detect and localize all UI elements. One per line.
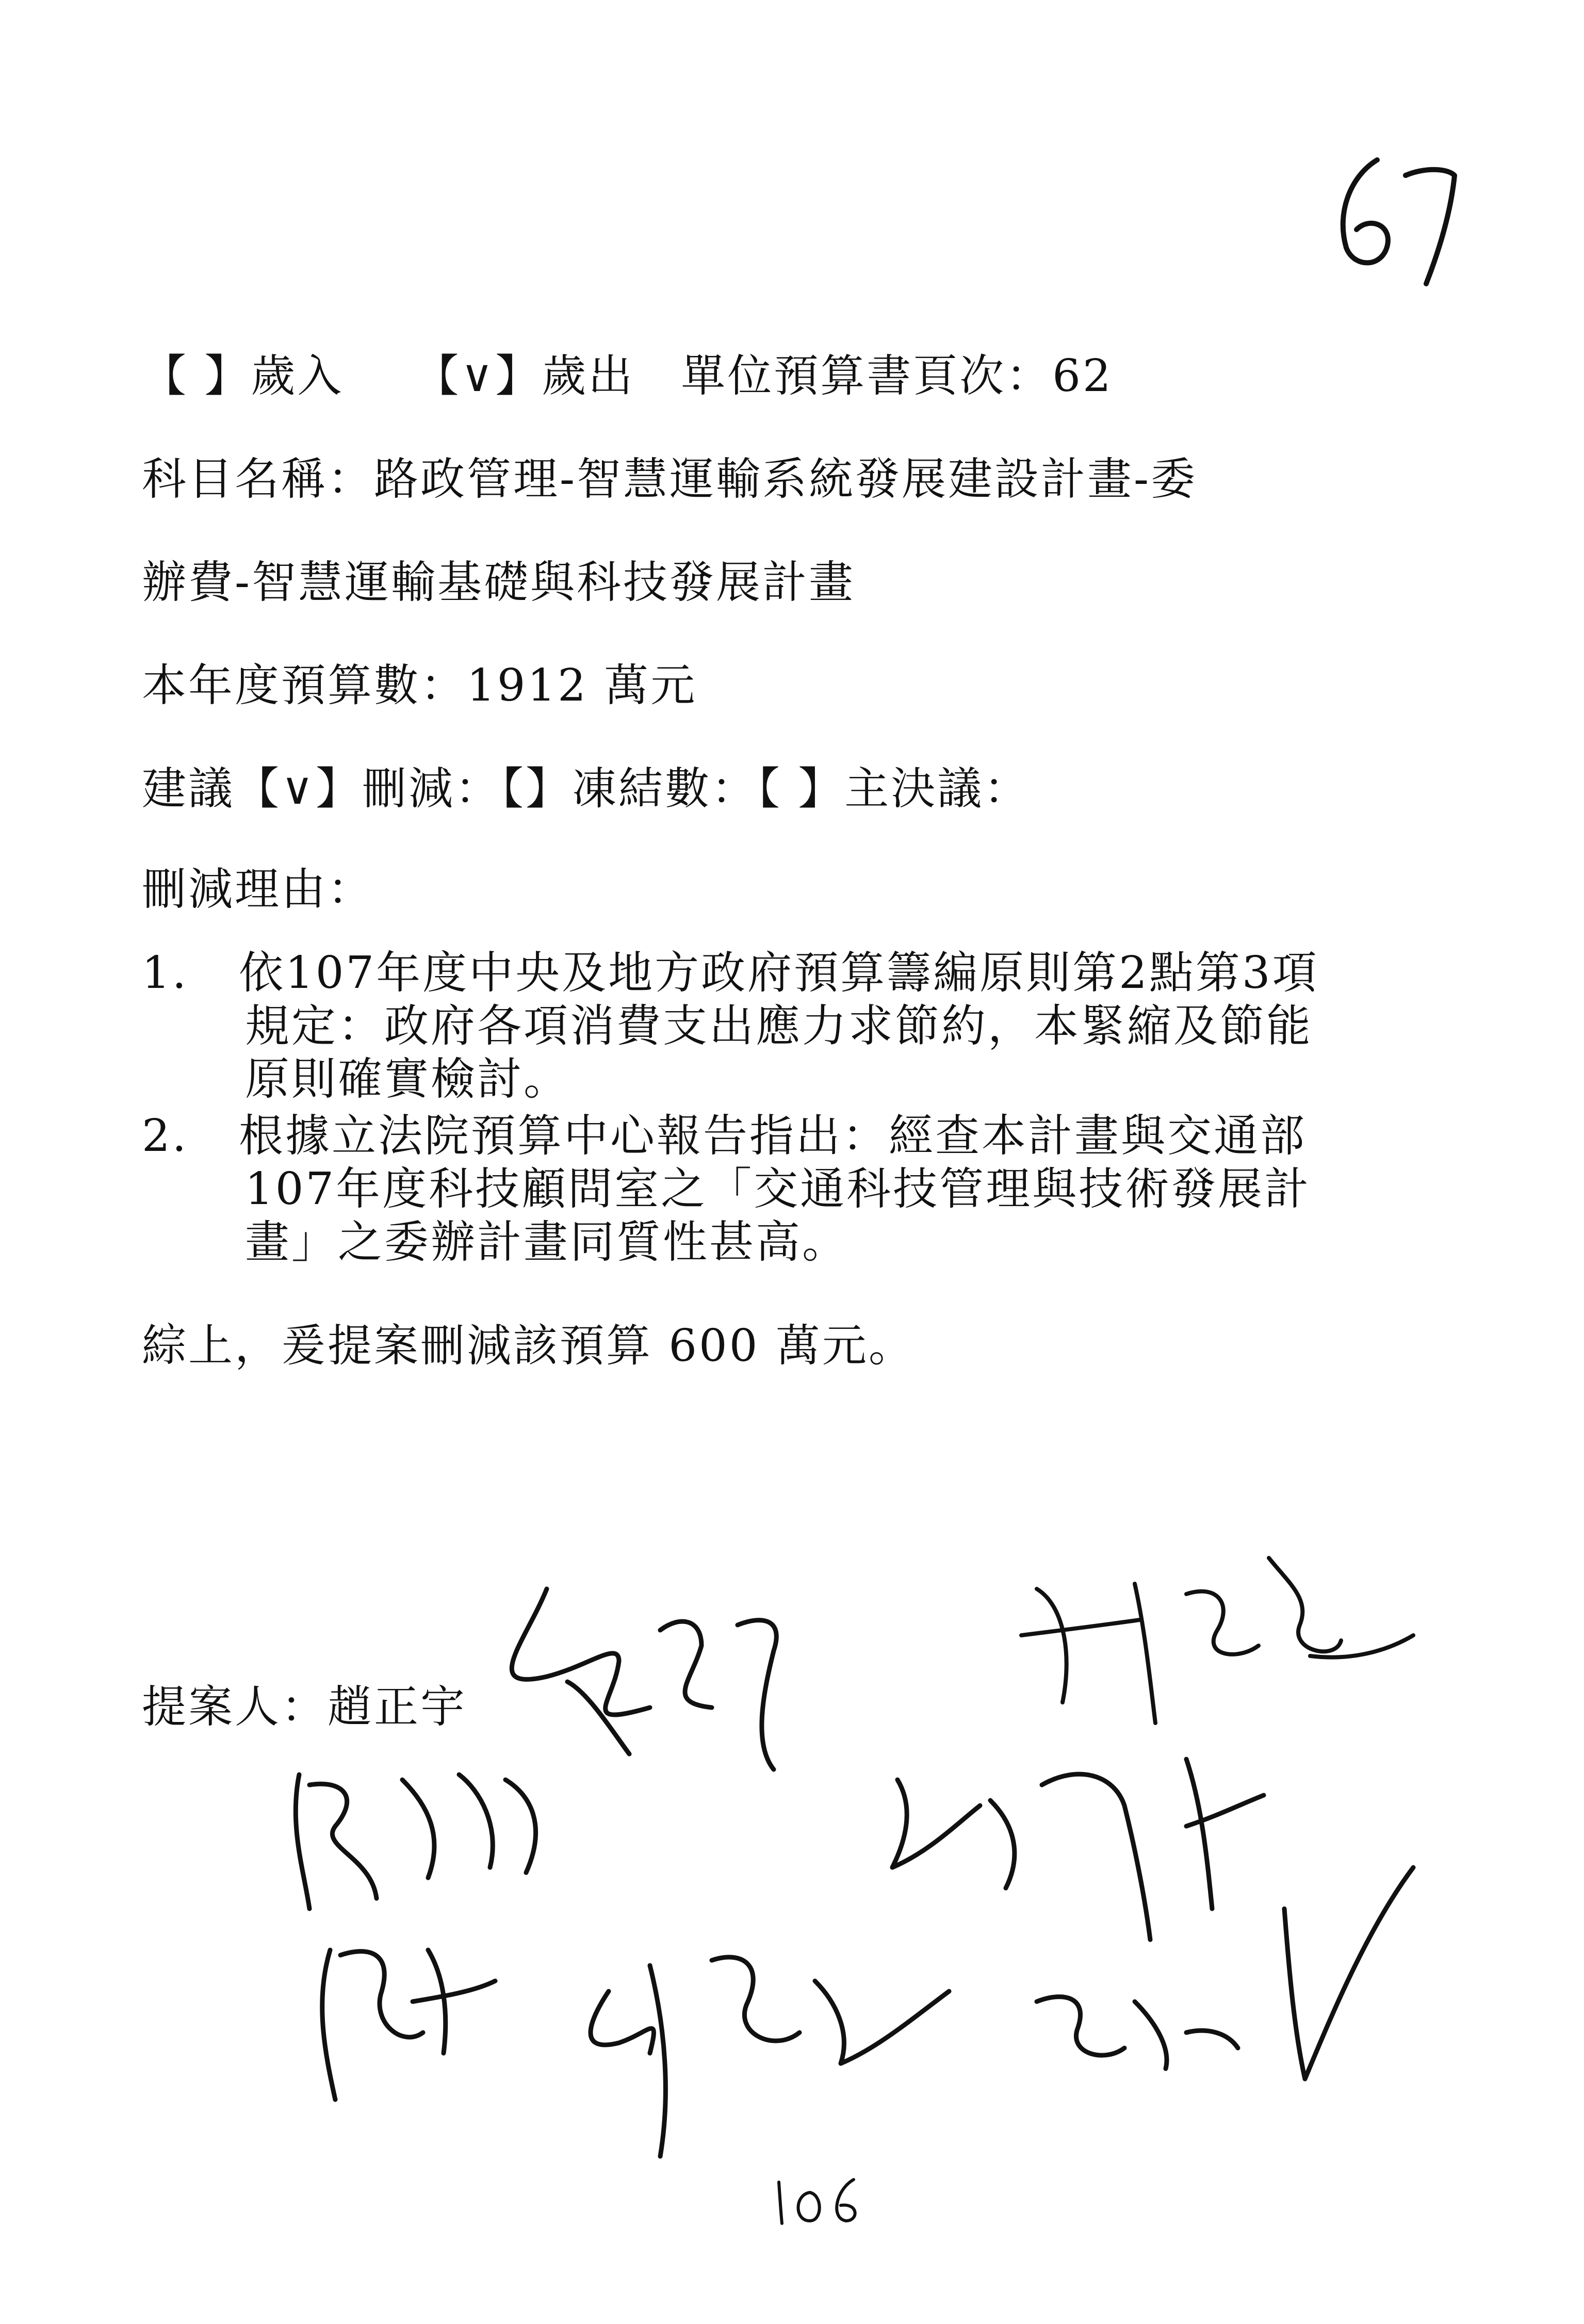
handwritten-signatures [258, 1537, 1434, 2187]
reason-list [142, 947, 1354, 1269]
reason-item-1 [142, 947, 1354, 1107]
proposal-line: 建議【∨】刪減：【】凍結數：【 】主決議： [142, 763, 1031, 815]
budget-line: 本年度預算數：1912 萬元 [142, 660, 697, 711]
proposer-label: 提案人：趙正宇 [142, 1681, 467, 1733]
handwritten-page-mark-67 [1320, 139, 1475, 294]
subject-line-2: 辦費-智慧運輸基礎與科技發展計畫 [142, 557, 856, 608]
header-line: 【 】歲入 【∨】歲出 單位預算書頁次：62 [142, 350, 1113, 402]
reason-text: 依107年度中央及地方政府預算籌編原則第2點第3項規定：政府各項消費支出應力求節約，本緊縮及節能原則確實檢討。 [239, 947, 1319, 1106]
reason-number: 1. [142, 947, 189, 999]
handwritten-page-number-106 [763, 2172, 867, 2229]
subject-line-1: 科目名稱：路政管理-智慧運輸系統發展建設計畫-委 [142, 453, 1198, 505]
reason-heading: 刪減理由： [142, 864, 374, 915]
reason-item-2 [142, 1110, 1354, 1270]
reason-number: 2. [142, 1110, 189, 1162]
reason-text: 根據立法院預算中心報告指出：經查本計畫與交通部107年度科技顧問室之「交通科技管理與技術發展計畫」之委辦計畫同質性甚高。 [239, 1110, 1311, 1268]
conclusion-line: 綜上，爰提案刪減該預算 600 萬元。 [142, 1320, 915, 1372]
